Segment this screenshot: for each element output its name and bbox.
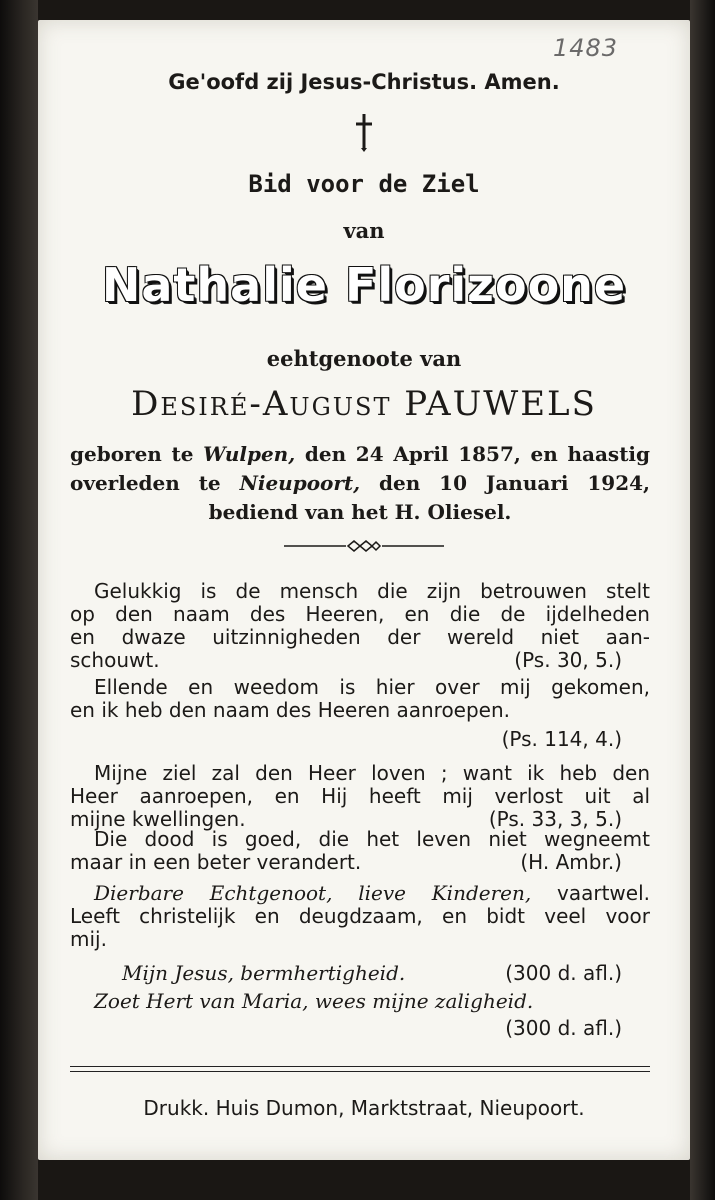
birth-line: geboren te Wulpen, den 24 April 1857, en haastig — [70, 442, 651, 466]
verse-ref: (H. Ambr.) — [520, 850, 622, 874]
verse-1: Gelukkig is de mensch die zijn betrouwen stelt op den naam des Heeren, en die de ijdelheden en dwaze uitzinnigheden der wereld niet aan- schouwt. (Ps. 30, 5.) — [70, 579, 650, 672]
ornament-divider — [38, 538, 690, 557]
verse-2: Ellende en weedom is hier over mij gekomen, en ik heb den naam des Heeren aanroepen. (Ps. 114, 4.) — [70, 675, 650, 751]
death-line: overleden te Nieupoort, den 10 Januari 1924, — [70, 471, 650, 495]
indulgence-prayer-2: Zoet Hert van Maria, wees mijne zaligheid. (300 d. afl.) — [94, 989, 622, 1040]
memorial-card — [38, 20, 690, 1160]
verse-3: Mijne ziel zal den Heer loven ; want ik heb den Heer aanroepen, en Hij heeft mij verlost uit al mijne kwellingen. (Ps. 33, 3, 5.) — [70, 761, 650, 831]
sacrament-line: bediend van het H. Oliesel. — [208, 500, 512, 524]
divider-rule — [70, 1066, 650, 1067]
spouse-name: Desiré-August PAUWELS — [131, 384, 597, 424]
deceased-name: Nathalie Florizoone — [101, 258, 627, 312]
verse-ref: (Ps. 114, 4.) — [501, 727, 622, 751]
verse-4: Die dood is goed, die het leven niet wegneemt maar in een beter verandert. (H. Ambr.) — [70, 827, 650, 874]
printer-line: Drukk. Huis Dumon, Marktstraat, Nieupoort. — [143, 1096, 585, 1120]
card-right-edge — [690, 0, 715, 1200]
indulgence-prayer-1: Mijn Jesus, bermhertigheid. (300 d. afl.) — [122, 961, 622, 985]
prayer-heading: Bid voor de Ziel — [248, 170, 480, 198]
card-left-edge — [0, 0, 38, 1200]
spouse-intro: eehtgenoote van — [266, 346, 462, 371]
verse-ref: (Ps. 30, 5.) — [514, 648, 622, 672]
archive-number: 1483 — [553, 34, 619, 62]
farewell: Dierbare Echtgenoot, lieve Kinderen, vaartwel. Leeft christelijk en deugdzaam, en bidt veel voor mij. — [70, 881, 651, 951]
verse-ref: (Ps. 33, 3, 5.) — [488, 807, 622, 831]
van-label: van — [343, 218, 385, 243]
divider-rule — [70, 1071, 650, 1072]
praise-line: Ge'oofd zij Jesus-Christus. Amen. — [168, 70, 560, 94]
cross-icon — [38, 112, 690, 156]
